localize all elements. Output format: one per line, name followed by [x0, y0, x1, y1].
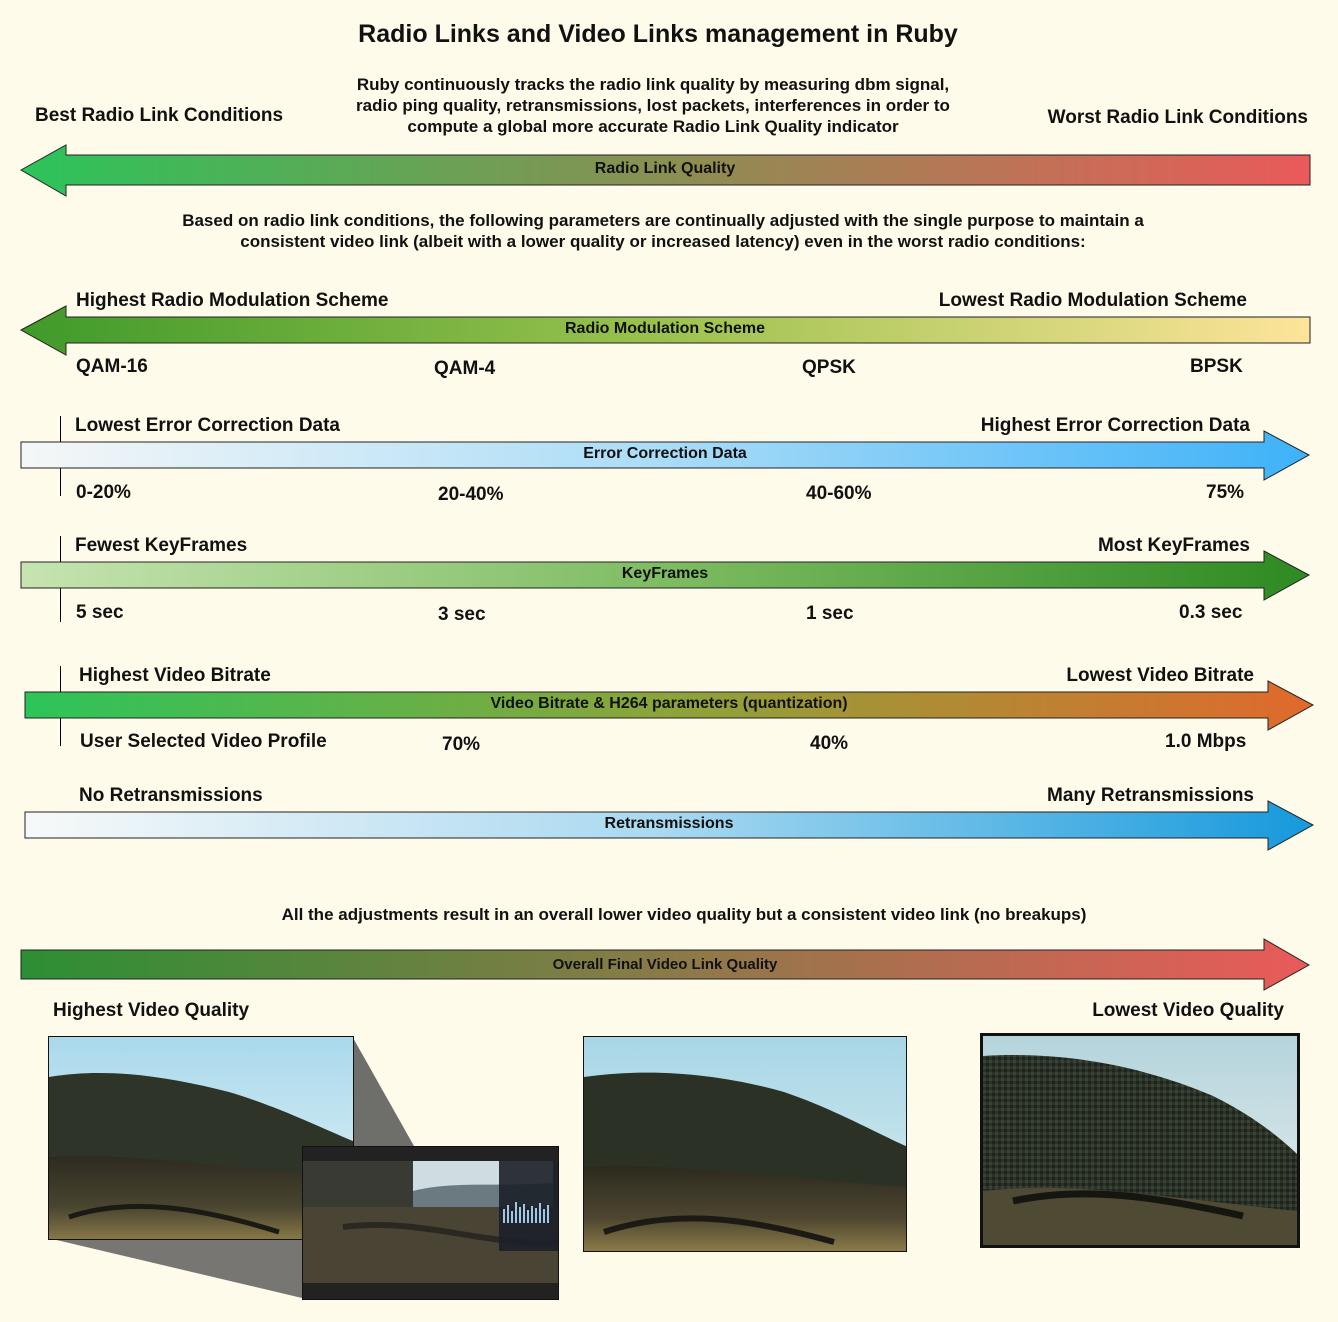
retrans-left-label: No Retransmissions	[79, 785, 263, 806]
ecc-tick-2: 40-60%	[806, 483, 872, 504]
bitrate-tick-2: 40%	[810, 733, 849, 754]
ecc-caption: Error Correction Data	[583, 445, 747, 462]
keyframes-right-label: Most KeyFrames	[1097, 535, 1250, 556]
overall-caption: Overall Final Video Link Quality	[552, 956, 778, 973]
retrans-right-label: Many Retransmissions	[1047, 785, 1254, 806]
keyframes-tick-2: 1 sec	[806, 603, 854, 624]
bitrate-tick-3: 1.0 Mbps	[1165, 731, 1247, 752]
best-radio-label: Best Radio Link Conditions	[35, 105, 284, 126]
ecc-left-label: Lowest Error Correction Data	[75, 415, 340, 436]
bitrate-right-label: Lowest Video Bitrate	[1066, 665, 1254, 686]
highest-quality-label: Highest Video Quality	[53, 1000, 250, 1021]
ecc-right-label: Highest Error Correction Data	[980, 415, 1250, 436]
modulation-tick-bpsk: BPSK	[1190, 356, 1243, 377]
bitrate-left-label: Highest Video Bitrate	[79, 665, 271, 686]
keyframes-caption: KeyFrames	[621, 565, 709, 582]
radio-quality-caption: Radio Link Quality	[594, 160, 736, 177]
ecc-tick-1: 20-40%	[438, 484, 504, 505]
keyframes-tick-3: 0.3 sec	[1179, 602, 1243, 623]
modulation-right-label: Lowest Radio Modulation Scheme	[938, 290, 1247, 311]
ecc-tick-3: 75%	[1206, 482, 1245, 503]
ecc-tick-0: 0-20%	[76, 482, 131, 503]
bitrate-caption: Video Bitrate & H264 parameters (quantization)	[490, 695, 848, 712]
lowest-quality-label: Lowest Video Quality	[1092, 1000, 1284, 1021]
adjust-text: Based on radio link conditions, the following parameters are continually adjusted with the single purpose to maintain a consistent video link (albeit with a lower quality or increased latency) even in the worst radio conditions:	[182, 211, 1144, 251]
page-title: Radio Links and Video Links management in Ruby	[358, 20, 958, 48]
keyframes-left-label: Fewest KeyFrames	[75, 535, 248, 556]
modulation-left-label: Highest Radio Modulation Scheme	[76, 290, 389, 311]
modulation-caption: Radio Modulation Scheme	[564, 320, 765, 337]
bitrate-tick-0: User Selected Video Profile	[80, 731, 327, 752]
bitrate-tick-1: 70%	[442, 734, 481, 755]
modulation-tick-qpsk: QPSK	[802, 357, 856, 378]
keyframes-tick-1: 3 sec	[438, 604, 486, 625]
summary-text: All the adjustments result in an overall lower video quality but a consistent video link (no breakups)	[281, 905, 1087, 924]
worst-radio-label: Worst Radio Link Conditions	[1047, 107, 1308, 128]
keyframes-tick-0: 5 sec	[76, 602, 124, 623]
modulation-tick-qam16: QAM-16	[76, 356, 148, 377]
intro-text: Ruby continuously tracks the radio link quality by measuring dbm signal, radio ping quality, retransmissions, lost packets, interferences in order to compute a global more accurate Radio Link Quality indicator	[356, 75, 950, 136]
osd-screenshot	[302, 1146, 559, 1300]
retrans-caption: Retransmissions	[604, 815, 734, 832]
modulation-tick-qam4: QAM-4	[434, 358, 496, 379]
lowest-quality-photo	[980, 1033, 1300, 1248]
medium-quality-photo	[583, 1036, 907, 1252]
